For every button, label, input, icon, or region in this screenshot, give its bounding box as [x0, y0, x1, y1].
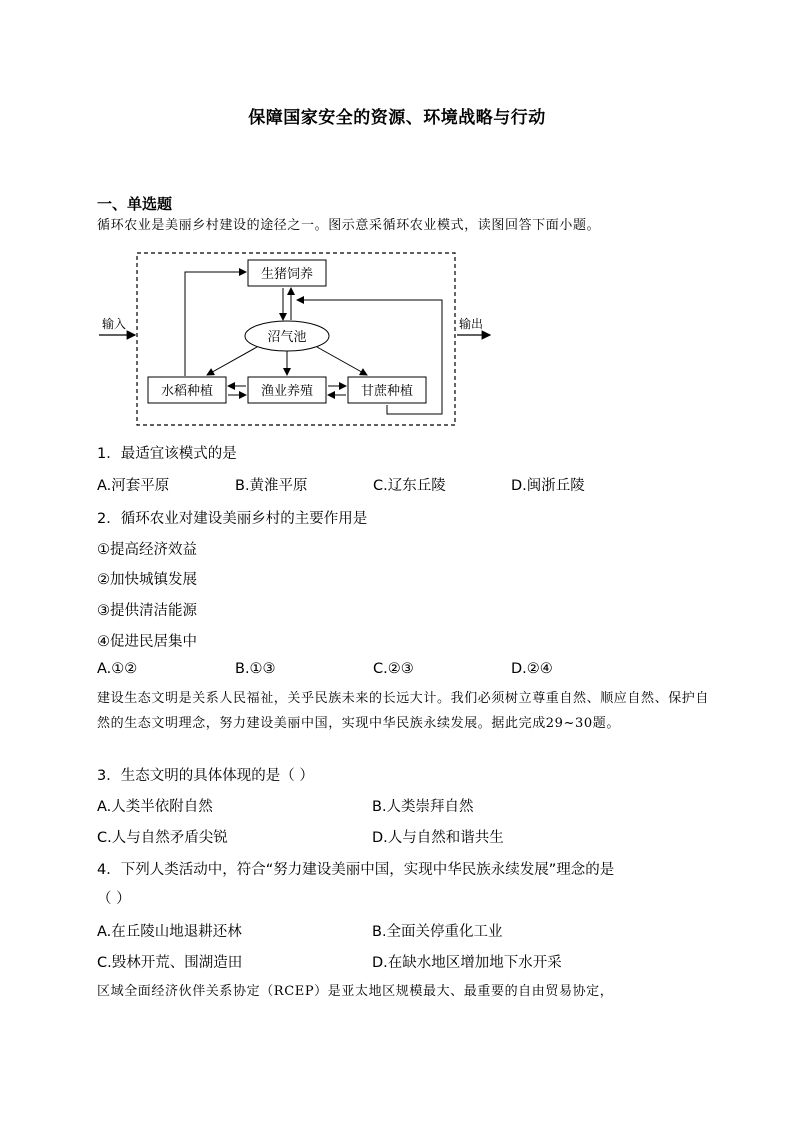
arrow-biogas-to-rice: [207, 347, 257, 375]
input-label: 输入: [102, 317, 127, 331]
output-label: 输出: [459, 317, 484, 331]
intro-paragraph-1: 循环农业是美丽乡村建设的途径之一。图示意采循环农业模式，读图回答下面小题。: [97, 218, 601, 233]
question-4-stem-continued: （ ）: [97, 891, 131, 907]
q1-option-b[interactable]: B.黄淮平原: [235, 478, 308, 494]
q4-option-c[interactable]: C.毁林开荒、围湖造田: [97, 955, 243, 971]
q4-option-a[interactable]: A.在丘陵山地退耕还林: [97, 924, 242, 940]
q2-statement-2: ②加快城镇发展: [97, 572, 197, 588]
q2-option-d[interactable]: D.②④: [511, 661, 553, 677]
q4-option-d[interactable]: D.在缺水地区增加地下水开采: [372, 955, 562, 971]
q2-option-a[interactable]: A.①②: [97, 661, 138, 677]
question-2-stem: 2．循环农业对建设美丽乡村的主要作用是: [97, 511, 368, 527]
node-sugarcane-label: 甘蔗种植: [360, 384, 414, 399]
question-4-stem: 4．下列人类活动中，符合“努力建设美丽中国，实现中华民族永续发展”理念的是: [97, 862, 615, 878]
q3-option-b[interactable]: B.人类崇拜自然: [372, 799, 474, 815]
q4-option-b[interactable]: B.全面关停重化工业: [372, 924, 503, 940]
section-heading: 一、单选题: [97, 195, 173, 213]
q2-option-c[interactable]: C.②③: [373, 661, 414, 677]
intro-paragraph-3: 区域全面经济伙伴关系协定（RCEP）是亚太地区规模最大、最重要的自由贸易协定，: [97, 984, 614, 999]
arrow-biogas-to-sugarcane: [317, 347, 367, 375]
q3-option-c[interactable]: C.人与自然矛盾尖锐: [97, 830, 228, 846]
q2-statement-1: ①提高经济效益: [97, 542, 197, 558]
node-pig-label: 生猪饲养: [260, 267, 314, 282]
node-rice-label: 水稻种植: [160, 384, 214, 399]
arrow-rice-to-pig: [185, 272, 246, 376]
q1-option-c[interactable]: C.辽东丘陵: [373, 478, 446, 494]
q1-option-d[interactable]: D.闽浙丘陵: [511, 478, 585, 494]
page-title: 保障国家安全的资源、环境战略与行动: [248, 108, 546, 128]
q2-statement-3: ③提供清洁能源: [97, 603, 197, 619]
q2-statement-4: ④促进民居集中: [97, 634, 197, 650]
intro-paragraph-2: 建设生态文明是关系人民福祉，关乎民族未来的长远大计。我们必须树立尊重自然、顺应自然、保护自然的生态文明理念，努力建设美丽中国，实现中华民族永续发展。据此完成29~30题。: [97, 691, 710, 731]
q3-option-d[interactable]: D.人与自然和谐共生: [372, 830, 504, 846]
node-biogas-label: 沼气池: [267, 330, 307, 345]
circular-agriculture-diagram: [97, 250, 497, 430]
question-3-stem: 3．生态文明的具体体现的是（ ）: [97, 768, 314, 784]
q3-option-a[interactable]: A.人类半依附自然: [97, 799, 213, 815]
node-fish-label: 渔业养殖: [260, 384, 314, 399]
question-1-stem: 1．最适宜该模式的是: [97, 446, 237, 462]
q1-option-a[interactable]: A.河套平原: [97, 478, 170, 494]
q2-option-b[interactable]: B.①③: [235, 661, 276, 677]
